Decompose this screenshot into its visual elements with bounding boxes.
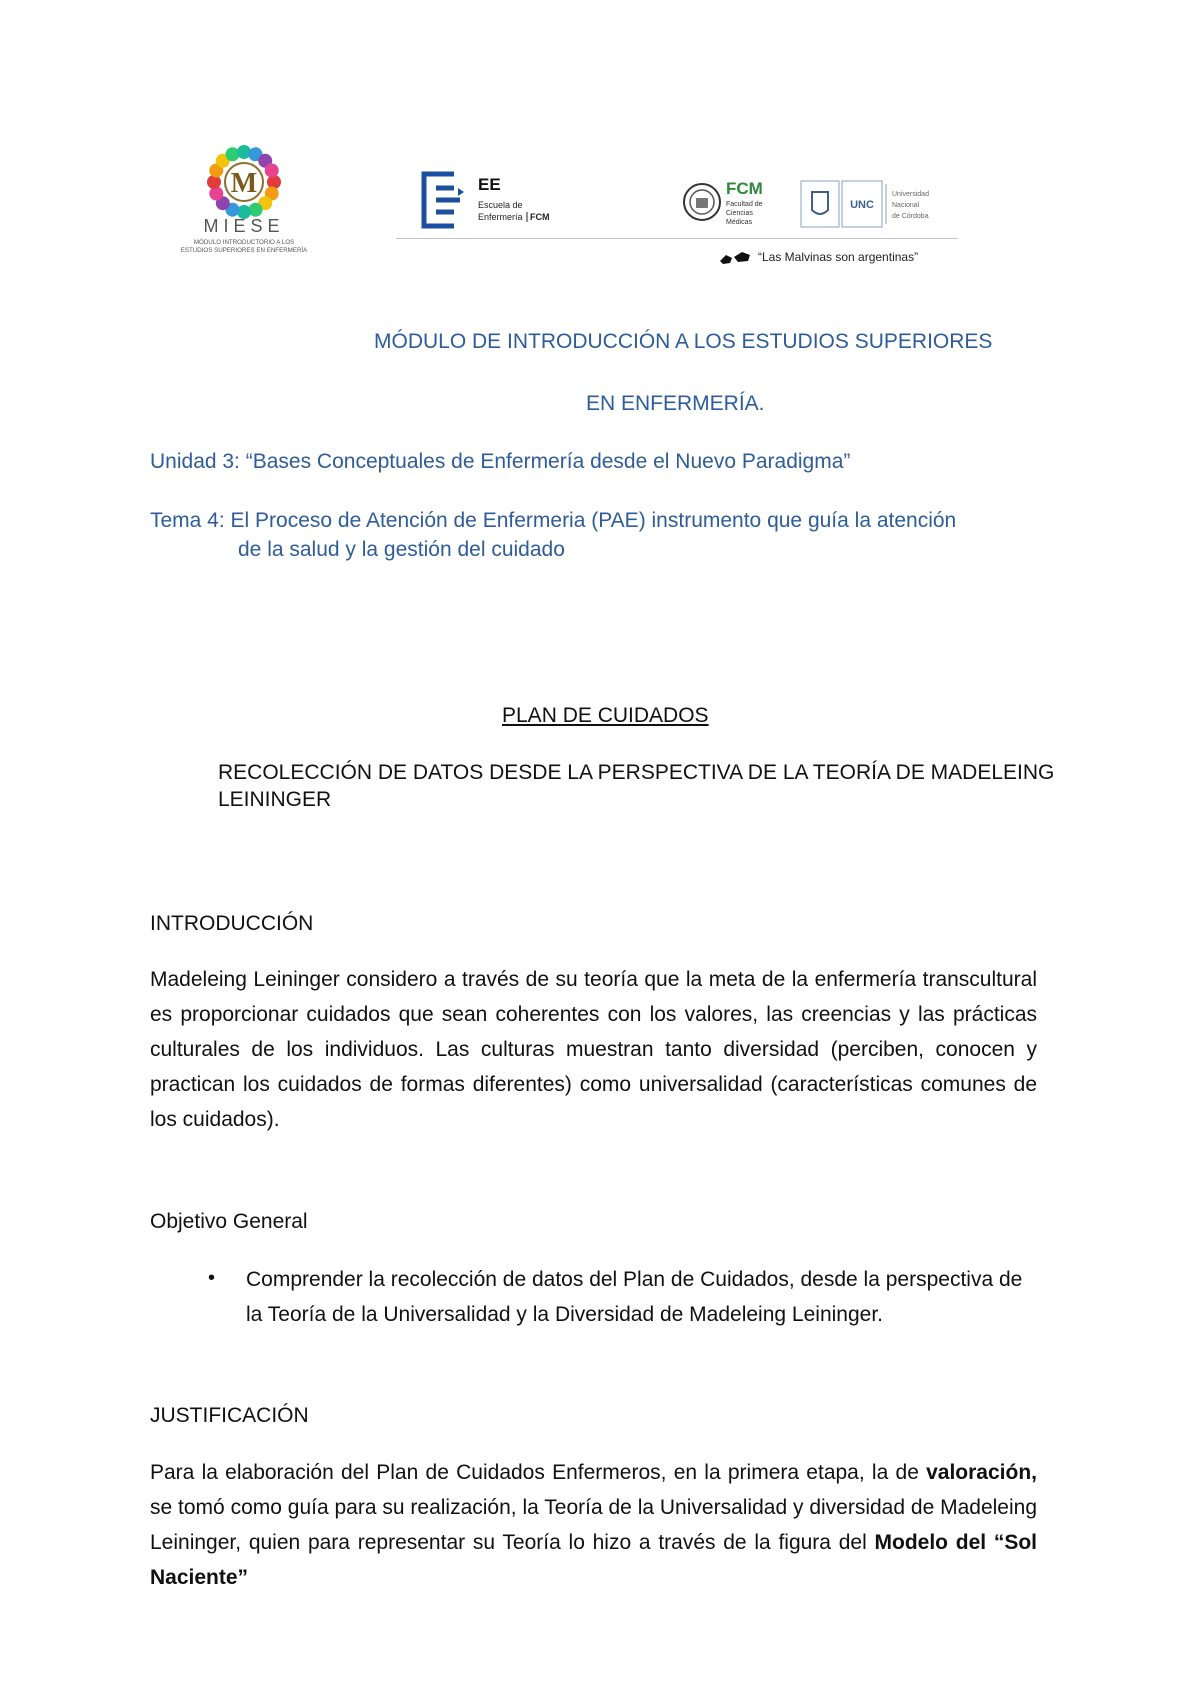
ee-logo (418, 168, 568, 232)
unc-line3: de Córdoba (892, 213, 929, 220)
fcm-line2: Ciencias (726, 210, 753, 217)
miese-logo (168, 140, 328, 262)
ee-abbr: EE (478, 175, 501, 194)
fcm-line1: Facultad de (726, 201, 763, 208)
tema-line1: Tema 4: El Proceso de Atención de Enfermeria (PAE) instrumento que guía la atención (150, 509, 957, 532)
module-title-line2: EN ENFERMERÍA. (586, 392, 765, 415)
unc-logo (800, 180, 950, 232)
unc-emblem (800, 180, 950, 232)
ee-line2: Enfermería (478, 212, 523, 222)
malvinas-islands-icon (718, 249, 754, 267)
bullet-dot-icon: • (208, 1267, 216, 1289)
unc-abbr: UNC (850, 199, 874, 211)
miese-letter: M (230, 168, 258, 199)
plan-heading: PLAN DE CUIDADOS (502, 704, 709, 727)
fcm-line3: Médicas (726, 219, 753, 226)
ee-line1: Escuela de (478, 200, 523, 210)
recoleccion-line1: RECOLECCIÓN DE DATOS DESDE LA PERSPECTIVA DE LA TEORÍA DE MADELEING (218, 761, 1055, 784)
ee-emblem (418, 168, 568, 232)
objetivo-bullet-text: Comprender la recolección de datos del Plan de Cuidados, desde la perspectiva de la Teoría de la Universalidad y la Diversidad de Madeleing Leininger. (246, 1268, 1023, 1326)
justificacion-text-2: se tomó como guía para su realización, la Teoría de la Universalidad y diversidad de Madeleing Leininger, quien para representar su Teoría lo hizo a través de la figura del (150, 1496, 1037, 1554)
recoleccion-line2: LEININGER (218, 788, 332, 811)
header-divider (396, 238, 958, 239)
unc-line2: Nacional (892, 202, 920, 209)
module-title-line1: MÓDULO DE INTRODUCCIÓN A LOS ESTUDIOS SUPERIORES (374, 330, 993, 353)
introduccion-paragraph: Madeleing Leininger considero a través de su teoría que la meta de la enfermería transcultural es proporcionar cuidados que sean coherentes con los valores, las creencias y las prácticas culturales de los individuos. Las culturas muestran tanto diversidad (perciben, conocen y practican los cuidados de formas diferentes) como universalidad (características comunes de los cuidados). (150, 968, 1037, 1131)
unidad-title: Unidad 3: “Bases Conceptuales de Enfermería desde el Nuevo Paradigma” (150, 450, 851, 473)
tema-line2: de la salud y la gestión del cuidado (238, 538, 565, 561)
malvinas-text: “Las Malvinas son argentinas” (758, 250, 919, 264)
miese-name: MIESE (203, 216, 285, 236)
justificacion-heading: JUSTIFICACIÓN (150, 1404, 309, 1427)
miese-caption-1: MÓDULO INTRODUCTORIO A LOS (193, 239, 295, 246)
ee-line2b: FCM (530, 212, 550, 222)
miese-ring-figure (265, 164, 279, 178)
miese-emblem (168, 140, 328, 262)
malvinas-line (718, 247, 958, 269)
justificacion-bold-modelo: Modelo del “Sol Naciente” (150, 1531, 1037, 1589)
justificacion-paragraph (150, 1455, 1037, 1595)
justificacion-text-1: Para la elaboración del Plan de Cuidados Enfermeros, en la primera etapa, la de (150, 1461, 927, 1484)
fcm-logo (682, 176, 792, 232)
fcm-emblem (682, 176, 792, 232)
justificacion-bold-valoracion: valoración, (926, 1461, 1037, 1484)
fcm-abbr: FCM (726, 179, 763, 198)
introduccion-heading: INTRODUCCIÓN (150, 912, 314, 935)
objetivo-heading: Objetivo General (150, 1210, 308, 1233)
miese-caption-2: ESTUDIOS SUPERIORES EN ENFERMERÍA (180, 247, 308, 254)
unc-line1: Universidad (892, 191, 929, 198)
